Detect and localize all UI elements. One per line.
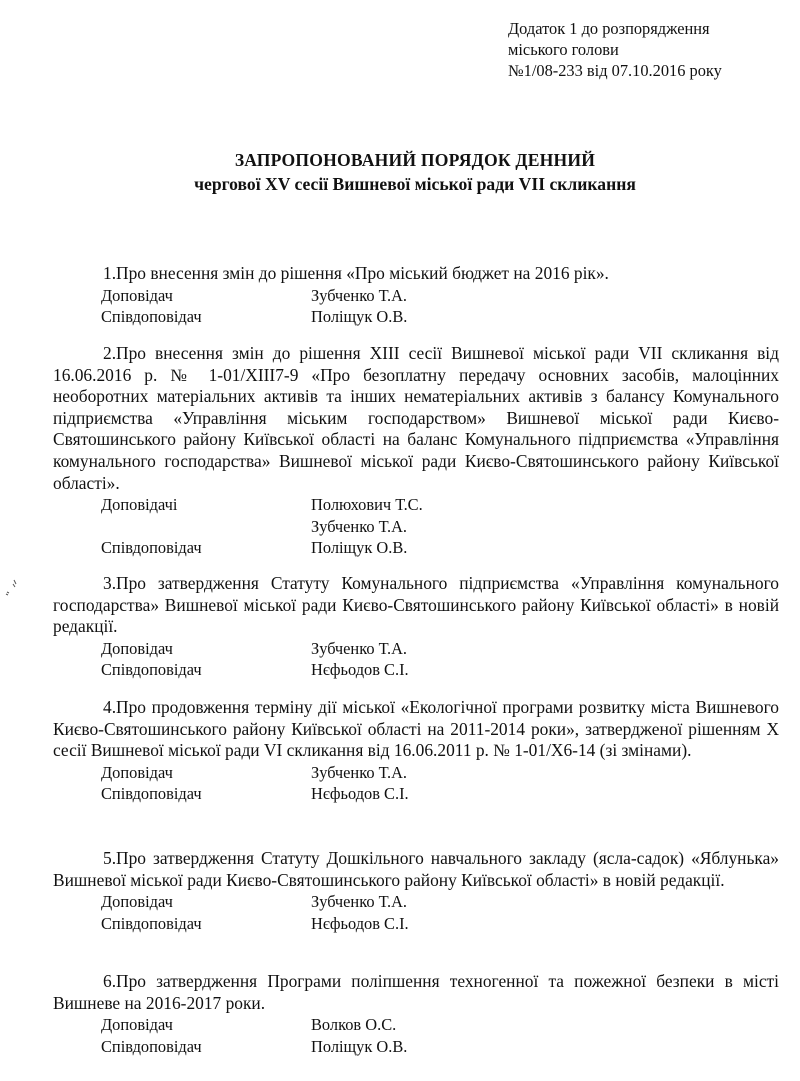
speaker-name: Зубченко Т.А. bbox=[311, 638, 408, 658]
speaker-name: Зубченко Т.А. bbox=[311, 762, 408, 782]
speaker-row bbox=[53, 494, 779, 516]
speaker-role: Співдоповідач bbox=[101, 784, 202, 804]
speaker-row bbox=[53, 1014, 779, 1036]
speaker-name: Полюхович Т.С. bbox=[311, 495, 423, 515]
document-title: ЗАПРОПОНОВАНИЙ ПОРЯДОК ДЕННИЙ bbox=[234, 150, 596, 170]
speaker-role: Співдоповідач bbox=[101, 307, 202, 327]
speaker-role: Доповідач bbox=[101, 638, 173, 658]
document-title-block bbox=[0, 148, 800, 196]
speaker-name: Волков О.С. bbox=[311, 1015, 397, 1035]
agenda-item-5 bbox=[53, 848, 779, 934]
speaker-row bbox=[53, 762, 779, 784]
speaker-role: Доповідач bbox=[101, 285, 173, 305]
agenda-item-2 bbox=[53, 343, 779, 559]
agenda-item-text: 6.Про затвердження Програми поліпшення техногенної та пожежної безпеки в місті Вишневе на 2016-2017 роки. bbox=[53, 971, 779, 1013]
attachment-note-line: №1/08-233 від 07.10.2016 року bbox=[508, 61, 722, 80]
agenda-item-text: 5.Про затвердження Статуту Дошкільного навчального закладу (ясла-садок) «Яблунька» Вишневої міської ради Києво-Святошинського району Київської області» в новій редакції. bbox=[53, 848, 779, 890]
speaker-role: Доповідачі bbox=[101, 495, 178, 515]
agenda-item-1 bbox=[53, 263, 779, 328]
agenda-item-text: 2.Про внесення змін до рішення XIII сесії Вишневої міської ради VII скликання від 16.06.2016 р. № 1-01/XIII7-9 «Про безоплатну передачу основних засобів, малоцінних необоротних матеріальних активів та інших нематеріальних активів з балансу Комунального підприємства «Управління міським господарством» Вишневої міської ради Києво-Святошинського району Київської області на баланс Комунального підприємства «Управління комунального господарства» Вишневої міської ради Києво-Святошинського району Київської області». bbox=[53, 343, 779, 493]
speaker-role: Співдоповідач bbox=[101, 1036, 202, 1056]
speaker-name: Нєфьодов С.І. bbox=[311, 784, 409, 804]
speaker-row bbox=[53, 1036, 779, 1058]
speaker-row bbox=[53, 285, 779, 307]
speaker-name: Поліщук О.В. bbox=[311, 538, 408, 558]
speaker-row bbox=[53, 659, 779, 681]
speaker-role: Співдоповідач bbox=[101, 660, 202, 680]
speaker-row bbox=[53, 516, 779, 538]
speaker-name: Нєфьодов С.І. bbox=[311, 660, 409, 680]
speaker-row bbox=[53, 783, 779, 805]
speaker-row bbox=[53, 891, 779, 913]
speaker-name: Поліщук О.В. bbox=[311, 307, 408, 327]
speaker-row bbox=[53, 638, 779, 660]
agenda-item-4 bbox=[53, 697, 779, 805]
speaker-name: Зубченко Т.А. bbox=[311, 285, 408, 305]
scan-speck-mark bbox=[4, 578, 22, 600]
agenda-item-text: 3.Про затвердження Статуту Комунального підприємства «Управління комунального господарства» Вишневої міської ради Києво-Святошинського району Київської області» в новій редакції. bbox=[53, 573, 779, 637]
agenda-item-6 bbox=[53, 971, 779, 1057]
speaker-role: Доповідач bbox=[101, 1015, 173, 1035]
attachment-note-line: Додаток 1 до розпорядження bbox=[508, 19, 710, 38]
agenda-item-3 bbox=[53, 573, 779, 681]
speaker-row bbox=[53, 913, 779, 935]
attachment-note-line: міського голови bbox=[508, 40, 619, 59]
agenda-item-text: 1.Про внесення змін до рішення «Про міський бюджет на 2016 рік». bbox=[103, 263, 609, 283]
agenda-item-text: 4.Про продовження терміну дії міської «Екологічної програми розвитку міста Вишневого Києво-Святошинського району Київської області на 2011-2014 роки», затвердженої рішенням X сесії Вишневої міської ради VI скликання від 16.06.2011 р. № 1-01/X6-14 (зі змінами). bbox=[53, 697, 779, 761]
speaker-role: Доповідач bbox=[101, 892, 173, 912]
speaker-role: Співдоповідач bbox=[101, 538, 202, 558]
speaker-name: Поліщук О.В. bbox=[311, 1036, 408, 1056]
speaker-row bbox=[53, 537, 779, 559]
speaker-row bbox=[53, 306, 779, 328]
speaker-role: Доповідач bbox=[101, 762, 173, 782]
speaker-name: Нєфьодов С.І. bbox=[311, 913, 409, 933]
speaker-name: Зубченко Т.А. bbox=[311, 892, 408, 912]
attachment-note bbox=[508, 18, 788, 81]
speaker-role: Співдоповідач bbox=[101, 913, 202, 933]
speaker-role bbox=[53, 516, 311, 538]
speaker-name: Зубченко Т.А. bbox=[311, 516, 408, 536]
document-subtitle: чергової XV сесії Вишневої міської ради VII скликання bbox=[194, 174, 636, 194]
